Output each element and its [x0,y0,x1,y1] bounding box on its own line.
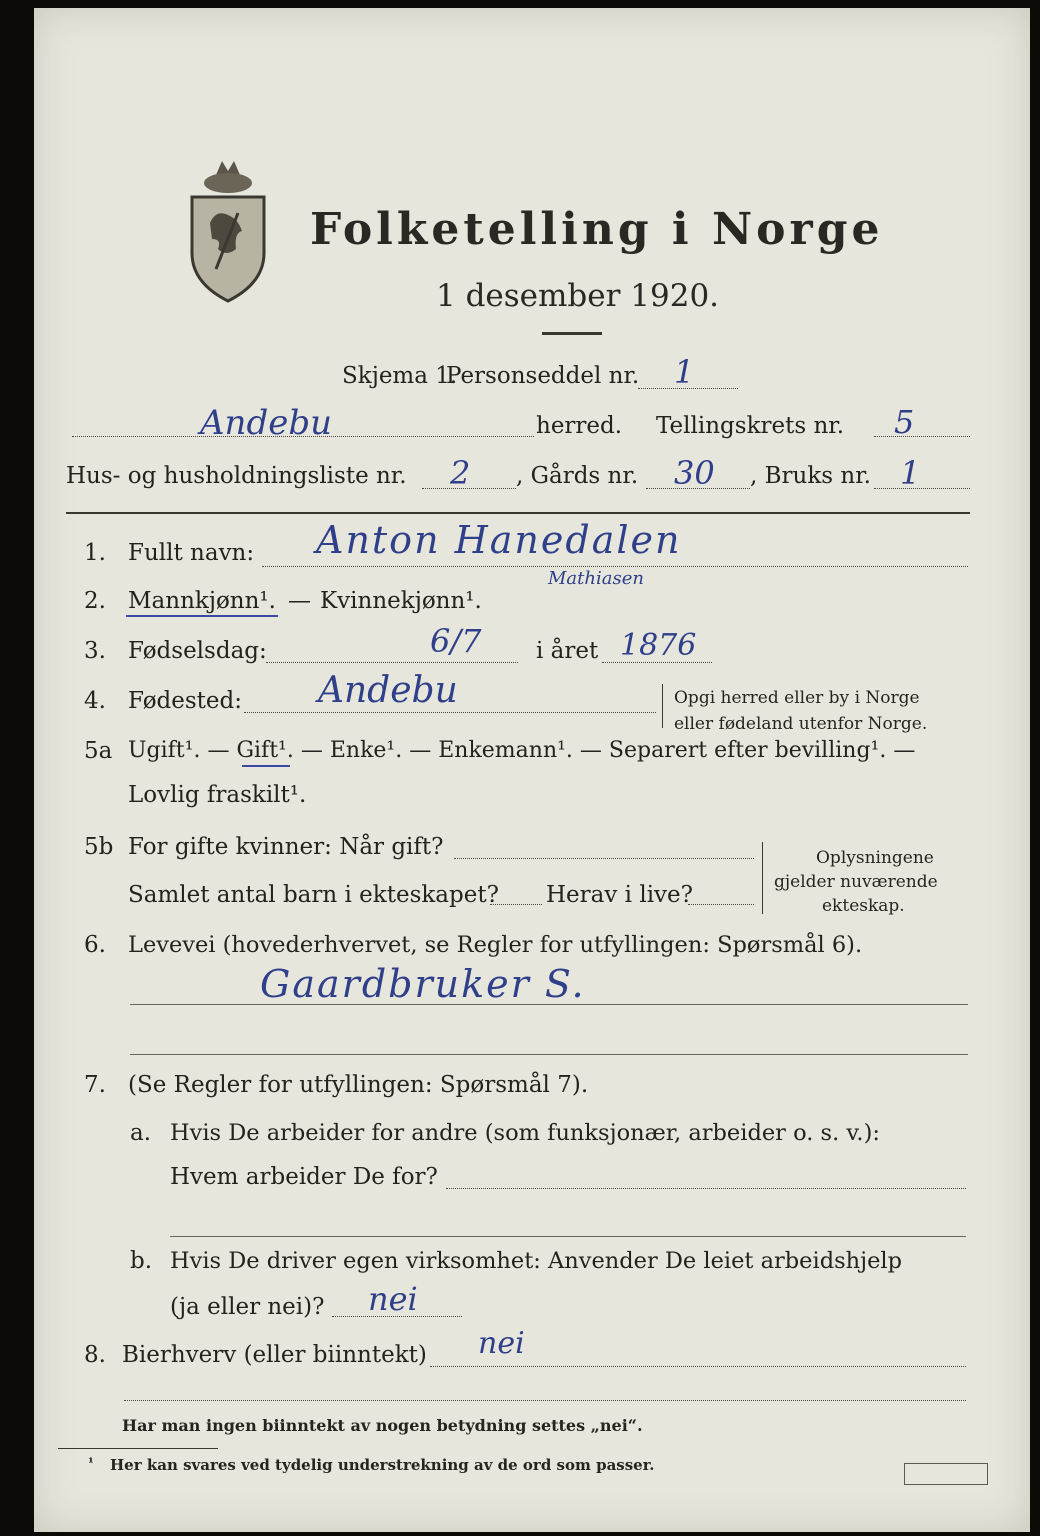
q8-field[interactable] [430,1366,966,1367]
tellingskrets-value: 5 [894,403,915,441]
q5a-married-underline [242,765,290,767]
q5b-children-label: Samlet antal barn i ekteskapet? [128,882,499,908]
tellingskrets-label: Tellingskrets nr. [656,413,845,439]
q5b-alive-label: Herav i live? [546,882,693,908]
q2-separator: — [288,588,311,614]
q1-value-extra: Mathiasen [548,568,644,589]
q4-label: Fødested: [128,688,243,714]
section-divider [66,512,970,514]
q6-label: Levevei (hovederhvervet, se Regler for utfyllingen: Spørsmål 6). [128,932,863,958]
q2-female: Kvinnekjønn¹. [320,588,482,614]
q5b-children-field[interactable] [490,904,542,905]
footnote-divider [58,1448,218,1449]
q3-number: 3. [84,638,106,664]
q3-year-value: 1876 [620,628,697,663]
title-divider [542,332,602,335]
q6-line-1 [130,1004,968,1005]
q5b-alive-field[interactable] [688,904,754,905]
gards-value: 30 [674,454,715,492]
q3-year-label: i året [536,638,599,664]
hus-value: 2 [450,454,471,492]
q5a-line-1: Ugift¹. — Gift¹. — Enke¹. — Enkemann¹. — Separert efter bevilling¹. — [128,738,916,763]
q5a-line-2: Lovlig fraskilt¹. [128,782,307,808]
skjema-label: Skjema 1. [342,363,458,389]
q5b-note-2: gjelder nuværende [774,872,938,892]
q5b-note-1: Oplysningene [816,848,934,868]
form-subtitle: 1 desember 1920. [436,278,720,314]
q1-field[interactable] [262,566,968,567]
q7b-value: nei [368,1280,418,1318]
q5a-number: 5a [84,738,113,764]
personseddel-value: 1 [674,353,695,391]
bruks-field[interactable] [874,488,970,489]
form-title: Folketelling i Norge [310,204,884,255]
q1-label: Fullt navn: [128,540,255,566]
q8-field-extra[interactable] [124,1400,966,1401]
coat-of-arms-icon [186,153,270,303]
footer-note: Har man ingen biinntekt av nogen betydning settes „nei“. [122,1416,643,1435]
q5b-brace [762,842,769,914]
printer-stamp [904,1463,988,1485]
q7-label: (Se Regler for utfyllingen: Spørsmål 7). [128,1072,589,1098]
q2-number: 2. [84,588,106,614]
q2-male: Mannkjønn¹. [128,588,276,614]
q7a-line-1: Hvis De arbeider for andre (som funksjonær, arbeider o. s. v.): [170,1120,880,1146]
q6-number: 6. [84,932,106,958]
q6-value: Gaardbruker S. [260,962,586,1006]
q5b-number: 5b [84,834,114,860]
q3-value: 6/7 [430,622,482,660]
bruks-value: 1 [900,454,921,492]
herred-field[interactable] [72,436,534,437]
q4-note-2: eller fødeland utenfor Norge. [674,714,928,734]
q4-brace [662,684,667,728]
q1-value: Anton Hanedalen [316,518,682,562]
hus-label: Hus- og husholdningsliste nr. [66,463,407,489]
herred-value: Andebu [200,403,332,443]
q3-label: Fødselsdag: [128,638,267,664]
q4-field[interactable] [244,712,656,713]
q5b-note-3: ekteskap. [822,896,905,916]
q8-number: 8. [84,1342,106,1368]
q7-number: 7. [84,1072,106,1098]
q8-label: Bierhverv (eller biinntekt) [122,1342,427,1368]
q7a-line-extra [170,1236,966,1237]
q4-note-1: Opgi herred eller by i Norge [674,688,920,708]
herred-label: herred. [536,413,623,439]
q7b-line-1: Hvis De driver egen virksomhet: Anvender De leiet arbeidshjelp [170,1248,903,1274]
q7a-line-2: Hvem arbeider De for? [170,1164,438,1190]
q4-value: Andebu [318,670,458,711]
q7b-number: b. [130,1248,153,1274]
q6-line-2 [130,1054,968,1055]
tellingskrets-field[interactable] [874,436,970,437]
bruks-label: , Bruks nr. [750,463,871,489]
q2-male-underline [126,615,278,617]
q3-field[interactable] [266,662,518,663]
q7a-field[interactable] [446,1188,966,1189]
footnote-text: Her kan svares ved tydelig understrekning av de ord som passer. [110,1456,655,1474]
footnote-mark: ¹ [88,1456,94,1471]
q7b-line-2: (ja eller nei)? [170,1294,325,1320]
q5b-married-field[interactable] [454,858,754,859]
q8-value: nei [478,1326,525,1361]
q7a-number: a. [130,1120,152,1146]
census-form [34,8,1030,1532]
q4-number: 4. [84,688,106,714]
q5b-line-1: For gifte kvinner: Når gift? [128,834,444,860]
personseddel-label: Personseddel nr. [446,363,640,389]
q1-number: 1. [84,540,106,566]
gards-label: , Gårds nr. [516,463,639,489]
